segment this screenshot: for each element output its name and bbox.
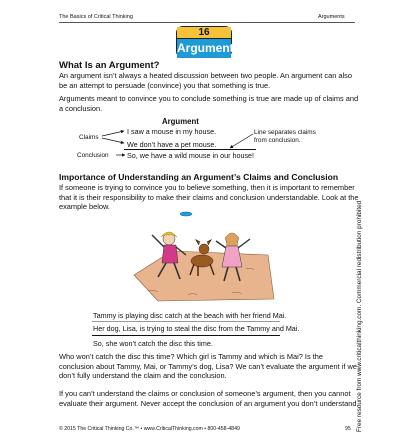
diagram-title: Argument xyxy=(162,117,199,126)
example-conclusion: So, she won’t catch the disc this time. xyxy=(93,339,213,348)
diagram-claims-label: Claims xyxy=(79,134,99,141)
example-claim-1: Tammy is playing disc catch at the beach with her friend Mai. xyxy=(93,311,287,320)
beach-illustration xyxy=(128,211,278,305)
header-chapter: Arguments xyxy=(318,14,345,20)
section-heading-what-is-argument: What Is an Argument? xyxy=(59,60,160,71)
diagram-conclusion-label: Conclusion xyxy=(77,152,109,159)
claim-separator xyxy=(92,321,280,322)
footer-copyright: © 2015 The Critical Thinking Co.™ • www.CriticalThinking.com • 800-458-4849 xyxy=(59,426,240,432)
diagram-arrows xyxy=(0,0,400,170)
diagram-claim-1: I saw a mouse in my house. xyxy=(127,127,217,136)
header-book-title: The Basics of Critical Thinking xyxy=(59,14,133,20)
diagram-note: Line separates claims from conclusion. xyxy=(254,129,316,144)
diagram-claim-2: We don’t have a pet mouse. xyxy=(127,140,217,149)
paragraph-intro: An argument isn’t always a heated discussion between two people. An argument can also be an attempt to persuade (convince) you that something is true. xyxy=(59,71,352,90)
paragraph-evaluate: If you can’t understand the claims or conclusion of someone’s argument, then you cannot evaluate their argument. Never accept the conclusion of an argument you don’t understand. xyxy=(59,389,359,408)
example-divider xyxy=(92,335,280,336)
lesson-number: 16 xyxy=(177,27,231,39)
paragraph-questions: Who won’t catch the disc this time? Which girl is Tammy and which is Mai? Is the conclusion about Tammy, Mai, or Tammy’s dog, Lisa? We can’t evaluate the argument if we don’t fully understand the claim and the conclusion. xyxy=(59,352,357,381)
page-number: 95 xyxy=(345,426,351,432)
paragraph-importance: If someone is trying to convince you to believe something, then it is important to remember that it is their responsibility to make their claims and conclusion understandable. Look at the example below. xyxy=(59,183,359,212)
diagram-conclusion: So, we have a wild mouse in our house! xyxy=(127,151,255,160)
sidebar-copyright-notice: Free resource from www.criticalthinking.com. Commercial redistribution prohibited xyxy=(356,200,363,432)
lesson-title: Arguments xyxy=(177,39,231,58)
example-claim-2: Her dog, Lisa, is trying to steal the disc from the Tammy and Mai. xyxy=(93,324,300,333)
section-heading-importance: Importance of Understanding an Argument’s Claims and Conclusion xyxy=(59,172,339,182)
paragraph-claims-conclusion: Arguments meant to convince you to conclude something is true are made up of claims and a conclusion. xyxy=(59,94,359,113)
